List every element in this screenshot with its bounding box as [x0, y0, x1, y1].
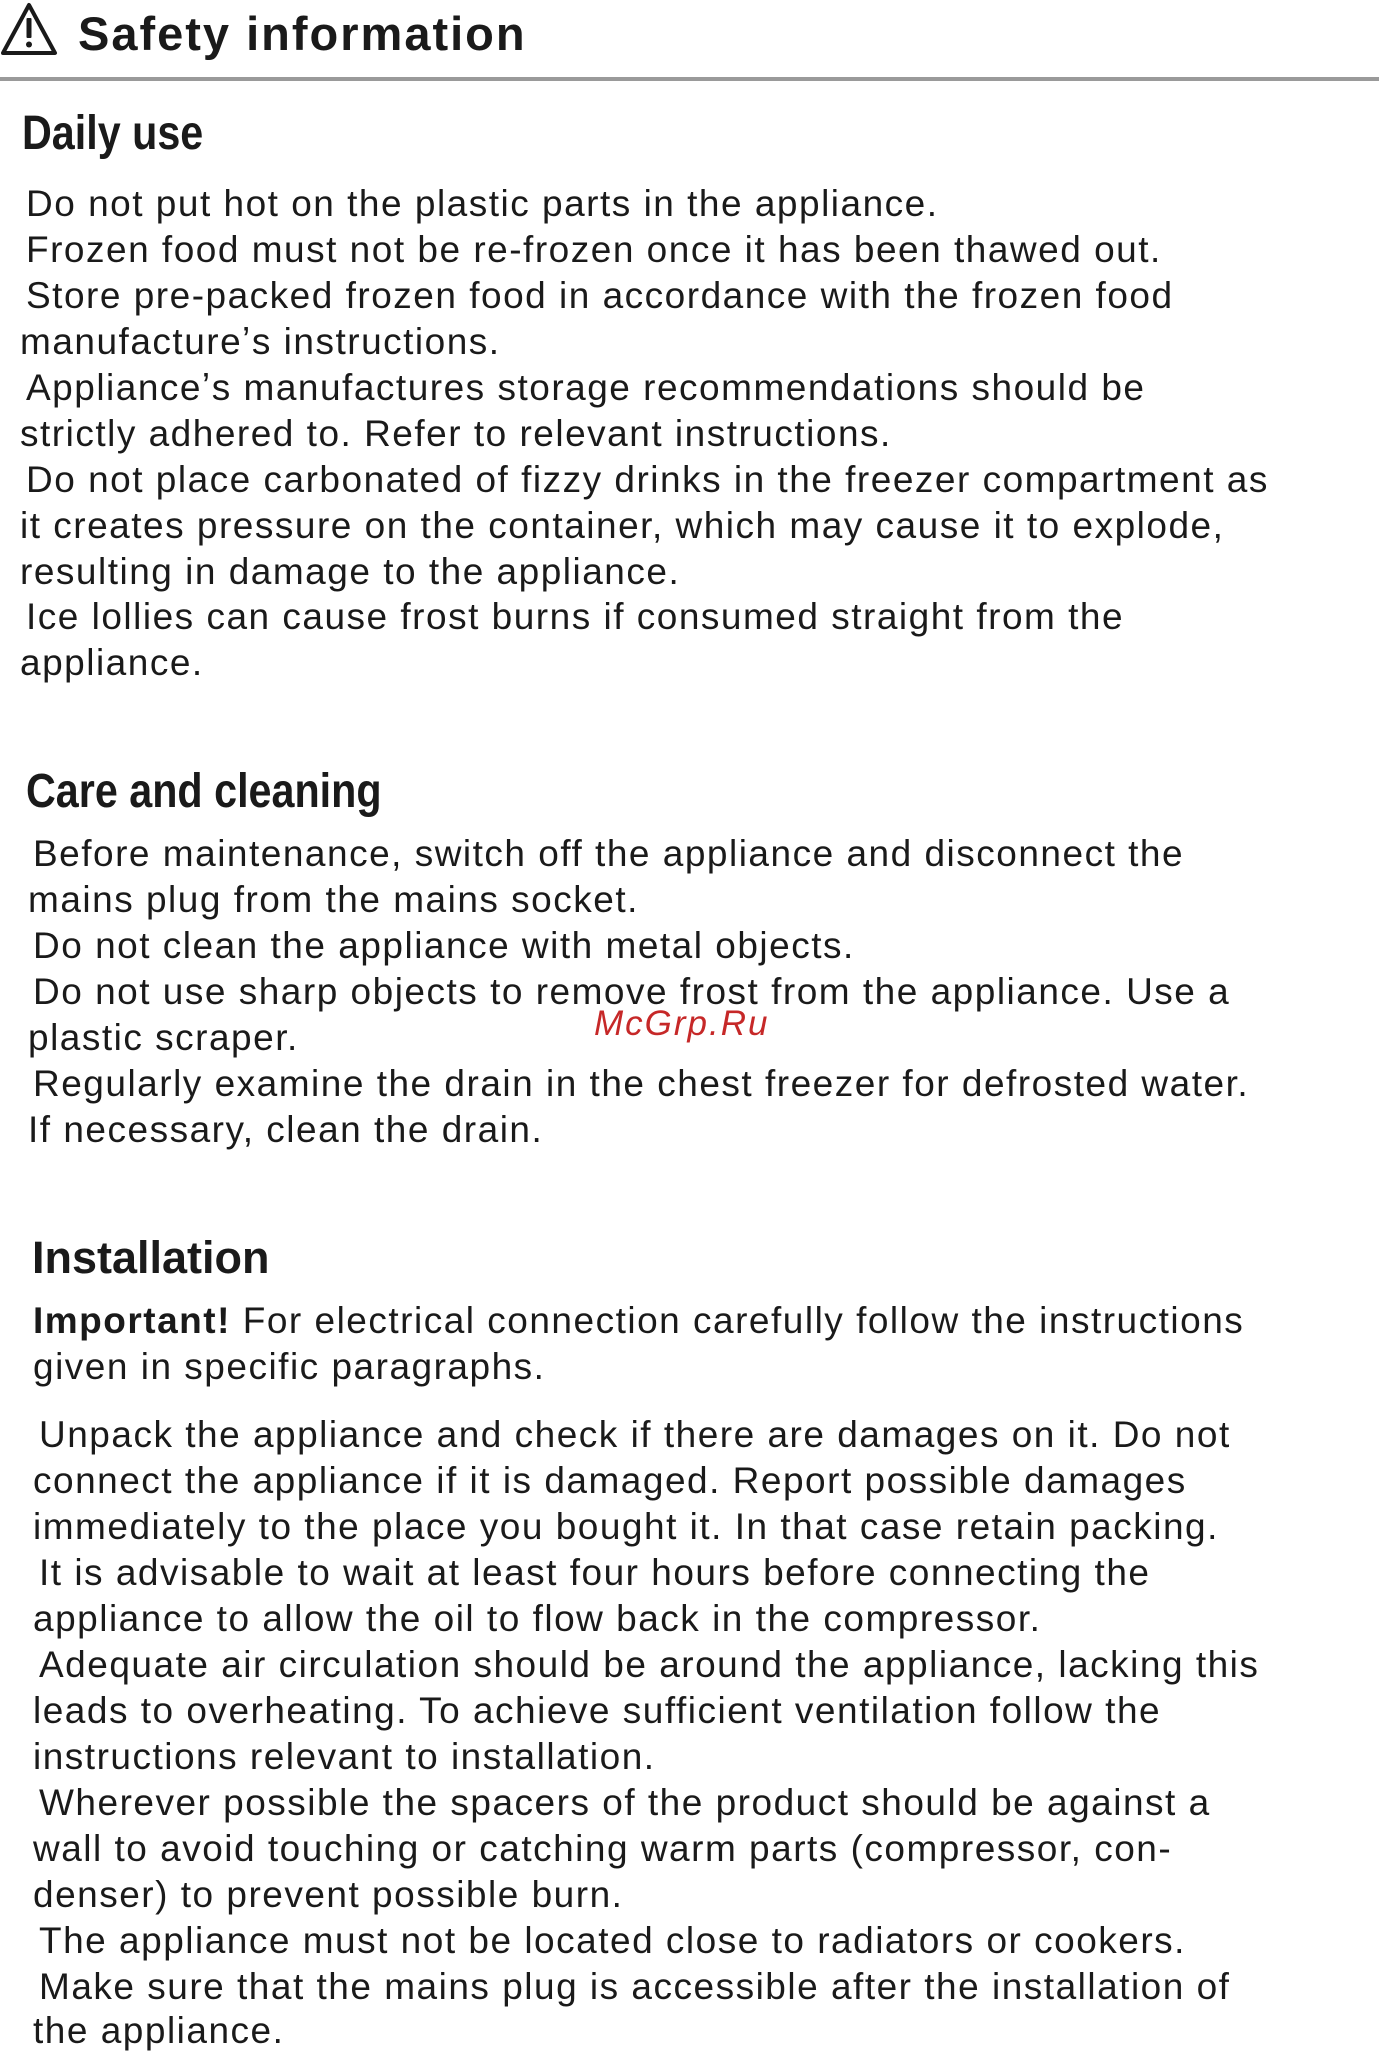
- section-heading-care-and-cleaning: Care and cleaning: [26, 765, 382, 818]
- text-line: Before maintenance, switch off the appliance and disconnect the: [33, 833, 1185, 874]
- section-heading-daily-use: Daily use: [22, 107, 204, 160]
- text-line: manufactureʼs instructions.: [20, 321, 501, 362]
- text-line: Adequate air circulation should be around the appliance, lacking this: [39, 1644, 1260, 1685]
- text-line: appliance.: [20, 642, 204, 683]
- important-line: [33, 1302, 1244, 1339]
- page-title: Safety information: [78, 7, 527, 60]
- text-line: Store pre-packed frozen food in accordance with the frozen food: [26, 275, 1174, 316]
- important-text: For electrical connection carefully follow the instructions: [242, 1300, 1245, 1341]
- text-line: resulting in damage to the appliance.: [20, 551, 681, 592]
- section-heading-installation: Installation: [32, 1232, 270, 1283]
- text-line: leads to overheating. To achieve sufficient ventilation follow the: [33, 1690, 1162, 1731]
- text-line: immediately to the place you bought it. In that case retain packing.: [33, 1506, 1219, 1547]
- text-line: wall to avoid touching or catching warm parts (compressor, con-: [33, 1828, 1173, 1869]
- text-line: connect the appliance if it is damaged. Report possible damages: [33, 1460, 1187, 1501]
- watermark: McGrp.Ru: [594, 1004, 770, 1043]
- text-line: instructions relevant to installation.: [33, 1736, 656, 1777]
- text-line: Ice lollies can cause frost burns if consumed straight from the: [26, 596, 1125, 637]
- text-line: If necessary, clean the drain.: [28, 1109, 544, 1150]
- text-line: Make sure that the mains plug is accessible after the installation of: [39, 1966, 1231, 2007]
- text-line: Do not put hot on the plastic parts in the appliance.: [26, 183, 939, 224]
- important-label: Important!: [33, 1300, 231, 1341]
- text-line: mains plug from the mains socket.: [28, 879, 639, 920]
- text-line: it creates pressure on the container, which may cause it to explode,: [20, 505, 1225, 546]
- text-line: Wherever possible the spacers of the product should be against a: [39, 1782, 1211, 1823]
- text-line: Do not use sharp objects to remove frost from the appliance. Use a: [33, 971, 1231, 1012]
- text-line: It is advisable to wait at least four hours before connecting the: [39, 1552, 1151, 1593]
- text-line: Do not clean the appliance with metal objects.: [33, 925, 855, 966]
- text-line: Regularly examine the drain in the chest freezer for defrosted water.: [33, 1063, 1250, 1104]
- text-line: The appliance must not be located close to radiators or cookers.: [39, 1920, 1186, 1961]
- text-line: the appliance.: [33, 2010, 285, 2051]
- text-line: given in specific paragraphs.: [33, 1346, 546, 1387]
- header-divider: [0, 77, 1379, 81]
- page-header: [0, 0, 1379, 82]
- text-line: Unpack the appliance and check if there are damages on it. Do not: [39, 1414, 1231, 1455]
- text-line: denser) to prevent possible burn.: [33, 1874, 624, 1915]
- text-line: Do not place carbonated of fizzy drinks in the freezer compartment as: [26, 459, 1269, 500]
- warning-triangle-icon: [0, 2, 58, 56]
- text-line: strictly adhered to. Refer to relevant instructions.: [20, 413, 892, 454]
- text-line: Frozen food must not be re-frozen once it has been thawed out.: [26, 229, 1162, 270]
- text-line: plastic scraper.: [28, 1017, 299, 1058]
- text-line: appliance to allow the oil to flow back in the compressor.: [33, 1598, 1042, 1639]
- text-line: Applianceʼs manufactures storage recommendations should be: [26, 367, 1146, 408]
